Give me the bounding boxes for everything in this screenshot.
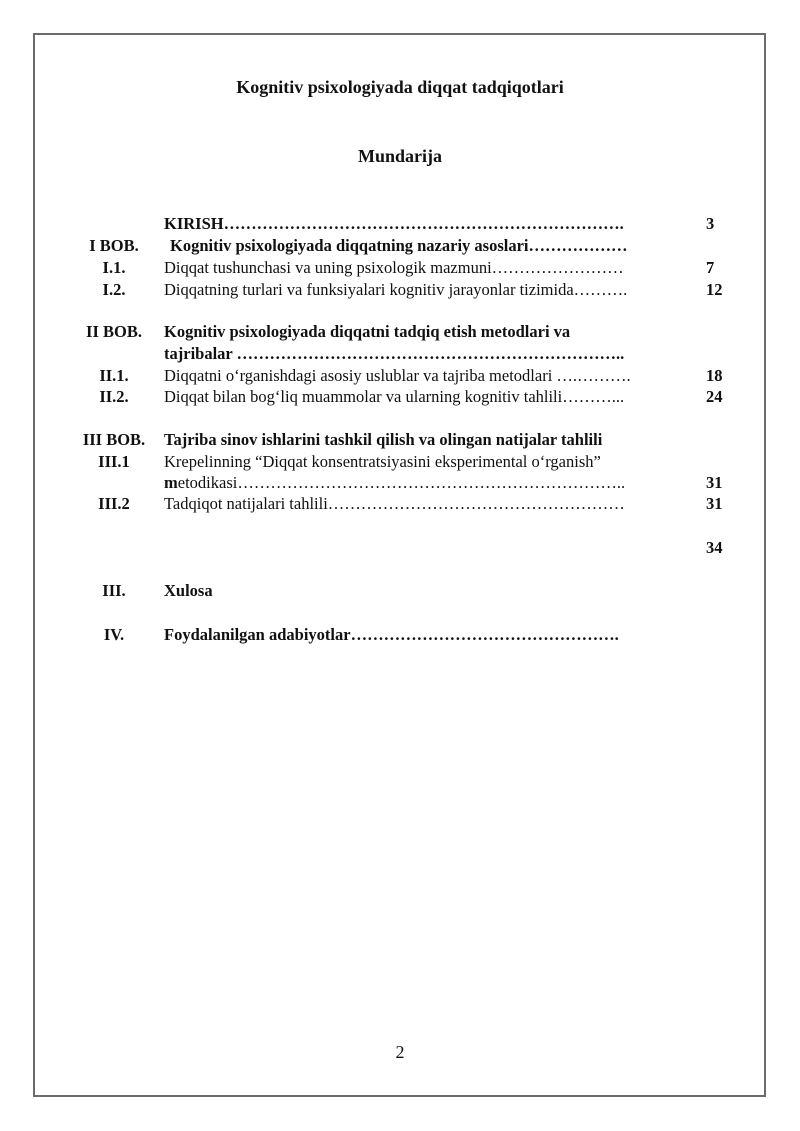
toc-extra-page: 34: [706, 538, 723, 557]
toc-ch2-title-line1: Kognitiv psixologiyada diqqatni tadqiq etish metodlari va: [164, 322, 571, 341]
toc-references-text: Foydalanilgan adabiyotlar………………………………………….: [164, 625, 619, 644]
toc-ch2-label: II BOB.: [86, 322, 142, 341]
toc-conclusion-text: Xulosa: [164, 581, 213, 600]
toc-ch2-s1-label: II.1.: [99, 366, 129, 385]
toc-ch1-s2-text: Diqqatning turlari va funksiyalari kognitiv jarayonlar tizimida……….: [164, 280, 628, 299]
toc-ch3-label: III BOB.: [82, 430, 146, 449]
toc-conclusion-label: III.: [102, 581, 126, 600]
toc-ch3-s2-text: Tadqiqot natijalari tahlili………………………………………………: [164, 494, 625, 513]
toc-ch2-s1-text: Diqqatni o‘rganishdagi asosiy uslublar va tajriba metodlari ….……….: [164, 366, 631, 385]
toc-ch3-title: Tajriba sinov ishlarini tashkil qilish va olingan natijalar tahlili: [164, 430, 603, 449]
toc-references-label: IV.: [103, 625, 125, 644]
toc-ch2-title-line2: tajribalar ……………………………………………………………..: [164, 344, 625, 363]
toc-ch3-s1-text-line2: [164, 473, 625, 493]
document-title: Kognitiv psixologiyada diqqat tadqiqotlari: [236, 77, 564, 97]
toc-ch1-label: I BOB.: [89, 236, 139, 255]
toc-ch3-s1-text-line1: Krepelinning “Diqqat konsentratsiyasini eksperimental o‘rganish”: [164, 452, 601, 471]
contents-heading: Mundarija: [357, 146, 442, 166]
toc-ch2-s1-page: 18: [706, 366, 723, 385]
toc-ch1-title: Kognitiv psixologiyada diqqatning nazariy asoslari………………: [170, 236, 628, 255]
page-number: 2: [395, 1042, 405, 1062]
toc-ch1-s2-label: I.2.: [102, 280, 126, 299]
toc-intro-page: 3: [706, 214, 715, 233]
toc-ch3-s2-page: 31: [706, 494, 723, 513]
toc-ch1-s1-label: I.1.: [102, 258, 126, 277]
toc-ch1-s2-page: 12: [706, 280, 723, 299]
toc-ch3-s2-label: III.2: [98, 494, 130, 513]
toc-ch2-s2-label: II.2.: [99, 387, 129, 406]
toc-ch2-s2-page: 24: [706, 387, 723, 406]
toc-ch1-s1-page: 7: [706, 258, 715, 277]
page-border: [33, 33, 766, 1097]
toc-ch3-s1-label: III.1: [98, 452, 130, 471]
toc-ch3-s1-page: 31: [706, 473, 723, 492]
toc-ch3-s1-first-letter: m: [164, 473, 178, 492]
toc-intro-text: KIRISH……………………………………………………………….: [164, 214, 624, 233]
toc-ch2-s2-text: Diqqat bilan bog‘liq muammolar va ularning kognitiv tahlili………...: [164, 387, 625, 406]
toc-ch3-s1-rest: etodikasi……………………………………………………………..: [177, 473, 626, 492]
toc-ch1-s1-text: Diqqat tushunchasi va uning psixologik mazmuni……………………: [164, 258, 624, 277]
